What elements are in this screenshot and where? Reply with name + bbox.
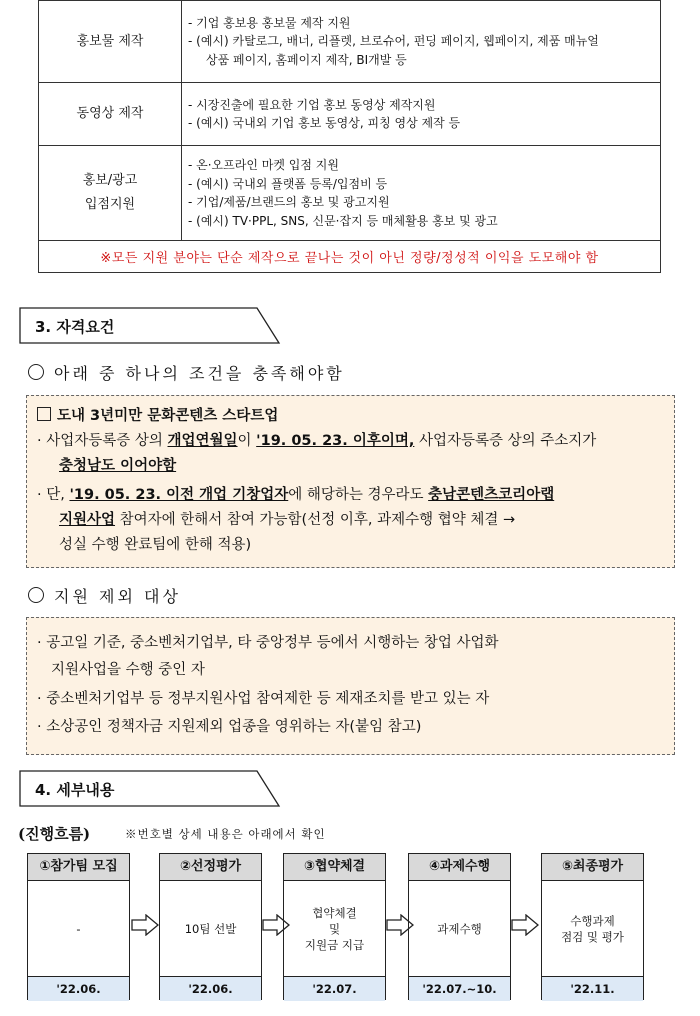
exclusion-heading-text: 지원 제외 대상	[54, 587, 181, 606]
emphasis: 충청남도 이어야함	[59, 458, 177, 474]
text: 참여자에 한해서 참여 가능함(선정 이후, 과제수행 협약 체결 →	[115, 512, 516, 528]
text: · 사업자등록증 상의	[37, 433, 168, 449]
emphasis: '19. 05. 23. 이후이며,	[256, 433, 415, 449]
category-line: 입점지원	[84, 197, 136, 212]
stage-body-line: 점검 및 평가	[561, 929, 624, 944]
exclusion-item: · 소상공인 정책자금 지원제외 업종을 영위하는 자(붙임 참고)	[37, 719, 422, 735]
section-4-title: 4. 세부내용	[35, 781, 115, 799]
description-line: - (예시) TV·PPL, SNS, 신문·잡지 등 매체활용 홍보 및 광고	[188, 213, 498, 228]
emphasis: 충남콘텐츠코리아랩	[428, 487, 555, 503]
condition-heading-text: 아래 중 하나의 조건을 충족해야함	[54, 364, 345, 383]
eligibility-heading	[37, 404, 664, 429]
stage-2	[159, 853, 262, 1000]
stage-body	[542, 881, 643, 977]
description-line: - 시장진출에 필요한 기업 홍보 동영상 제작지원	[188, 97, 436, 112]
exclusion-item-cont: 지원사업을 수행 중인 자	[51, 662, 205, 678]
table-cell-description	[182, 83, 661, 146]
table-cell-category: 동영상 제작	[39, 83, 182, 146]
stage-5	[541, 853, 644, 1000]
stage-4	[408, 853, 511, 1000]
description-line: 상품 페이지, 홈페이지 제작, BI개발 등	[206, 52, 407, 67]
stage-body-line: 수행과제	[570, 913, 615, 928]
stage-head: ①참가팀 모집	[28, 854, 129, 881]
eligibility-bullet-1	[37, 429, 664, 454]
condition-heading	[28, 361, 345, 384]
stage-date: '22.06.	[160, 977, 261, 1001]
description-line: - 기업/제품/브랜드의 홍보 및 광고지원	[188, 195, 390, 209]
section-3-header	[19, 307, 279, 343]
stage-body	[28, 881, 129, 977]
eligibility-bullet-2-cont: 성실 수행 완료팀에 한해 적용)	[59, 537, 252, 553]
table-row	[39, 241, 661, 273]
table-row	[39, 83, 661, 146]
exclusion-box	[26, 617, 675, 755]
table-row	[39, 1, 661, 83]
text: 에 해당하는 경우라도	[288, 487, 429, 503]
stage-body-line: 및	[328, 921, 341, 936]
table-cell-category: 홍보물 제작	[39, 1, 182, 83]
stage-body-line: 지원금 지급	[304, 937, 365, 952]
flow-title: (진행흐름)	[18, 825, 91, 843]
stage-head: ⑤최종평가	[542, 854, 643, 881]
eligibility-box	[26, 395, 675, 568]
support-table	[38, 0, 661, 273]
description-line: - 기업 홍보용 홍보물 제작 지원	[188, 15, 351, 30]
stage-body-line: 10팀 선발	[184, 921, 237, 936]
stage-head: ②선정평가	[160, 854, 261, 881]
circle-bullet-icon	[28, 587, 44, 603]
circle-bullet-icon	[28, 364, 44, 380]
table-row	[39, 146, 661, 241]
section-3-title: 3. 자격요건	[35, 318, 115, 336]
checkbox-square-icon	[37, 407, 51, 421]
exclusion-item: · 공고일 기준, 중소벤처기업부, 타 중앙정부 등에서 시행하는 창업 사업화	[37, 635, 499, 651]
text: · 단,	[37, 487, 70, 503]
text: 이	[237, 433, 257, 449]
flow-note: ※번호별 상세 내용은 아래에서 확인	[125, 827, 326, 841]
stage-1	[27, 853, 130, 1000]
eligibility-bullet-2	[37, 483, 664, 508]
arrow-right-icon	[511, 914, 539, 936]
table-cell-category	[39, 146, 182, 241]
stage-date: '22.07.	[284, 977, 385, 1001]
stage-3	[283, 853, 386, 1000]
emphasis: 지원사업	[59, 512, 116, 528]
stage-body	[284, 881, 385, 977]
text: 사업자등록증 상의 주소지가	[414, 433, 597, 449]
stage-head: ③협약체결	[284, 854, 385, 881]
eligibility-bullet-2-cont	[37, 508, 664, 533]
stage-body	[160, 881, 261, 977]
stage-body-line: 협약체결	[312, 905, 357, 920]
description-line: - (예시) 국내외 기업 홍보 동영상, 피칭 영상 제작 등	[188, 116, 461, 130]
exclusion-heading	[28, 584, 181, 607]
eligibility-bullet-1-cont	[37, 454, 664, 479]
description-line: - (예시) 국내외 플랫폼 등록/입점비 등	[188, 176, 388, 191]
stage-body-line: 과제수행	[437, 921, 482, 936]
stage-date: '22.07.~10.	[409, 977, 510, 1001]
stage-body	[409, 881, 510, 977]
section-4-header	[19, 770, 279, 806]
category-line: 홍보/광고	[82, 173, 138, 188]
table-note: ※모든 지원 분야는 단순 제작으로 끝나는 것이 아닌 정량/정성적 이익을 도모해야 함	[39, 241, 661, 273]
stage-head: ④과제수행	[409, 854, 510, 881]
eligibility-heading-text: 도내 3년미만 문화콘텐츠 스타트업	[57, 408, 279, 424]
stage-date: '22.06.	[28, 977, 129, 1001]
stage-date: '22.11.	[542, 977, 643, 1001]
table-cell-description	[182, 146, 661, 241]
description-line: - 온·오프라인 마켓 입점 지원	[188, 158, 339, 172]
description-line: - (예시) 카탈로그, 배너, 리플렛, 브로슈어, 펀딩 페이지, 웹페이지, 제품 매뉴얼	[188, 34, 599, 49]
stage-body-line: -	[76, 921, 81, 936]
arrow-right-icon	[131, 914, 159, 936]
exclusion-item: · 중소벤처기업부 등 정부지원사업 참여제한 등 제재조치를 받고 있는 자	[37, 691, 490, 707]
emphasis: '19. 05. 23. 이전 개업 기창업자	[69, 487, 289, 503]
table-cell-description	[182, 1, 661, 83]
emphasis: 개업연월일	[167, 433, 238, 449]
